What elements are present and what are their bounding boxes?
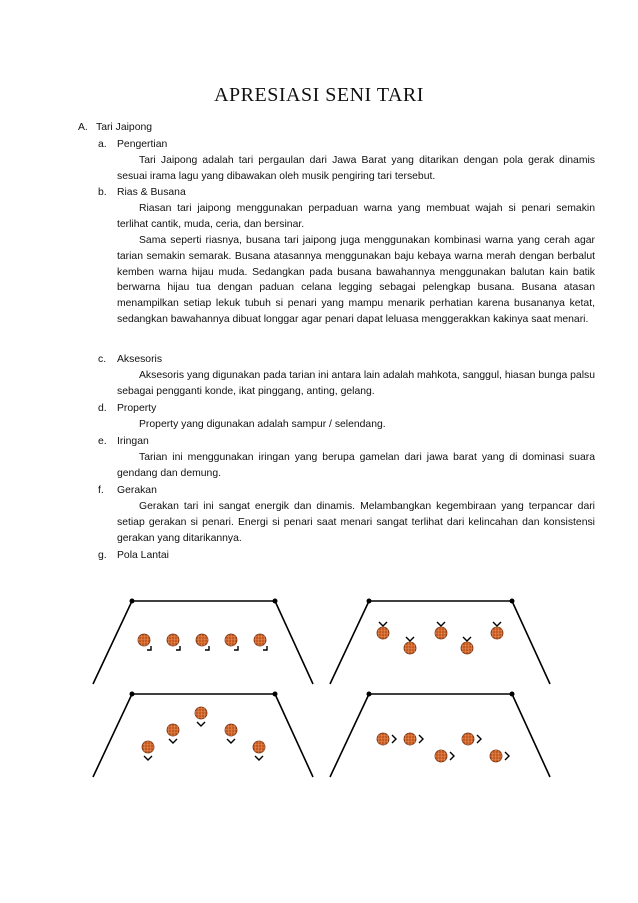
dancer-icon bbox=[462, 733, 474, 745]
dancer-icon bbox=[196, 634, 208, 646]
subsection-marker: g. bbox=[98, 550, 107, 561]
dancer-icon bbox=[195, 707, 207, 719]
subsection-marker: e. bbox=[98, 436, 107, 447]
subsection-label: Gerakan bbox=[117, 485, 157, 496]
paragraph: Tarian ini menggunakan iringan yang berupa gamelan dari jawa barat yang di dominasi suara gendang dan demung. bbox=[117, 452, 595, 479]
direction-marker-icon bbox=[147, 646, 151, 650]
stage-corner-icon bbox=[367, 692, 372, 697]
paragraph: Sama seperti riasnya, busana tari jaipong juga menggunakan kombinasi warna yang cerah agar tarian semakin semarak. Busana atasannya menggunakan baju kebaya warna merah dengan berbalut kemben warna hijau muda. Sedangkan pada busana bawahannya menggunakan balutan kain batik berwarna hijau tua dengan paduan celana legging sebagai pelengkap busana. Busana atasan menampilkan setiap lekuk tubuh si penari yang mampu menarik perhatian karena busananya ketat, sedangkan bawahannya dibuat longgar agar penari dapat leluasa menggerakkan kakinya saat menari. bbox=[117, 235, 595, 325]
subsection-marker: c. bbox=[98, 354, 107, 365]
floor-pattern-3 bbox=[93, 692, 313, 778]
dancer-icon bbox=[435, 750, 447, 762]
section-label: Tari Jaipong bbox=[96, 122, 153, 133]
direction-marker-icon bbox=[227, 739, 235, 743]
subsection-label: Rias & Busana bbox=[117, 187, 186, 198]
stage-corner-icon bbox=[367, 599, 372, 604]
floor-pattern-1 bbox=[93, 599, 313, 685]
direction-marker-icon bbox=[379, 622, 387, 626]
floor-pattern-2 bbox=[330, 599, 550, 685]
stage-corner-icon bbox=[130, 599, 135, 604]
stage-corner-icon bbox=[510, 692, 515, 697]
direction-marker-icon bbox=[234, 646, 238, 650]
direction-marker-icon bbox=[144, 756, 152, 760]
dancer-icon bbox=[490, 750, 502, 762]
direction-marker-icon bbox=[263, 646, 267, 650]
direction-marker-icon bbox=[477, 735, 481, 743]
stage-corner-icon bbox=[273, 692, 278, 697]
dancer-icon bbox=[377, 627, 389, 639]
direction-marker-icon bbox=[463, 637, 471, 641]
paragraph: Aksesoris yang digunakan pada tarian ini antara lain adalah mahkota, sanggul, hiasan bunga palsu sebagai pengganti konde, ikat pinggang, anting, gelang. bbox=[117, 370, 595, 397]
dancer-icon bbox=[225, 634, 237, 646]
direction-marker-icon bbox=[197, 722, 205, 726]
direction-marker-icon bbox=[505, 752, 509, 760]
subsection-label: Iringan bbox=[117, 436, 149, 447]
subsection-label: Property bbox=[117, 403, 157, 414]
dancer-icon bbox=[253, 741, 265, 753]
subsection-label: Aksesoris bbox=[117, 354, 163, 365]
paragraph: Property yang digunakan adalah sampur / selendang. bbox=[139, 419, 386, 430]
direction-marker-icon bbox=[176, 646, 180, 650]
stage-corner-icon bbox=[273, 599, 278, 604]
dancer-icon bbox=[377, 733, 389, 745]
dancer-icon bbox=[404, 642, 416, 654]
dancer-icon bbox=[167, 724, 179, 736]
direction-marker-icon bbox=[255, 756, 263, 760]
stage-corner-icon bbox=[130, 692, 135, 697]
subsection-marker: f. bbox=[98, 485, 104, 496]
dancer-icon bbox=[461, 642, 473, 654]
dancer-icon bbox=[225, 724, 237, 736]
page-title: APRESIASI SENI TARI bbox=[214, 84, 424, 106]
section-marker: A. bbox=[78, 122, 88, 133]
direction-marker-icon bbox=[419, 735, 423, 743]
dancer-icon bbox=[254, 634, 266, 646]
direction-marker-icon bbox=[205, 646, 209, 650]
direction-marker-icon bbox=[169, 739, 177, 743]
paragraph: Gerakan tari ini sangat energik dan dinamis. Melambangkan kegembiraan yang terpancar dari setiap gerakan si penari. Energi si penari saat menari sangat terlihat dari kelincahan dan konsistensi gerakan yang ditarikannya. bbox=[117, 501, 595, 544]
dancer-icon bbox=[491, 627, 503, 639]
subsection-label: Pola Lantai bbox=[117, 550, 169, 561]
dancer-icon bbox=[138, 634, 150, 646]
subsection-label: Pengertian bbox=[117, 139, 168, 150]
dancer-icon bbox=[404, 733, 416, 745]
direction-marker-icon bbox=[450, 752, 454, 760]
paragraph: Tari Jaipong adalah tari pergaulan dari Jawa Barat yang ditarikan dengan pola gerak dinamis sesuai irama lagu yang dibawakan oleh musik pengiring tari tersebut. bbox=[117, 155, 595, 182]
direction-marker-icon bbox=[493, 622, 501, 626]
subsection-marker: d. bbox=[98, 403, 107, 414]
dancer-icon bbox=[167, 634, 179, 646]
dancer-icon bbox=[142, 741, 154, 753]
floor-pattern-4 bbox=[330, 692, 550, 778]
subsection-marker: a. bbox=[98, 139, 107, 150]
subsection-marker: b. bbox=[98, 187, 107, 198]
stage-corner-icon bbox=[510, 599, 515, 604]
direction-marker-icon bbox=[392, 735, 396, 743]
direction-marker-icon bbox=[406, 637, 414, 641]
paragraph: Riasan tari jaipong menggunakan perpaduan warna yang membuat wajah si penari semakin terlihat cantik, muda, ceria, dan bersinar. bbox=[117, 203, 595, 230]
direction-marker-icon bbox=[437, 622, 445, 626]
dancer-icon bbox=[435, 627, 447, 639]
